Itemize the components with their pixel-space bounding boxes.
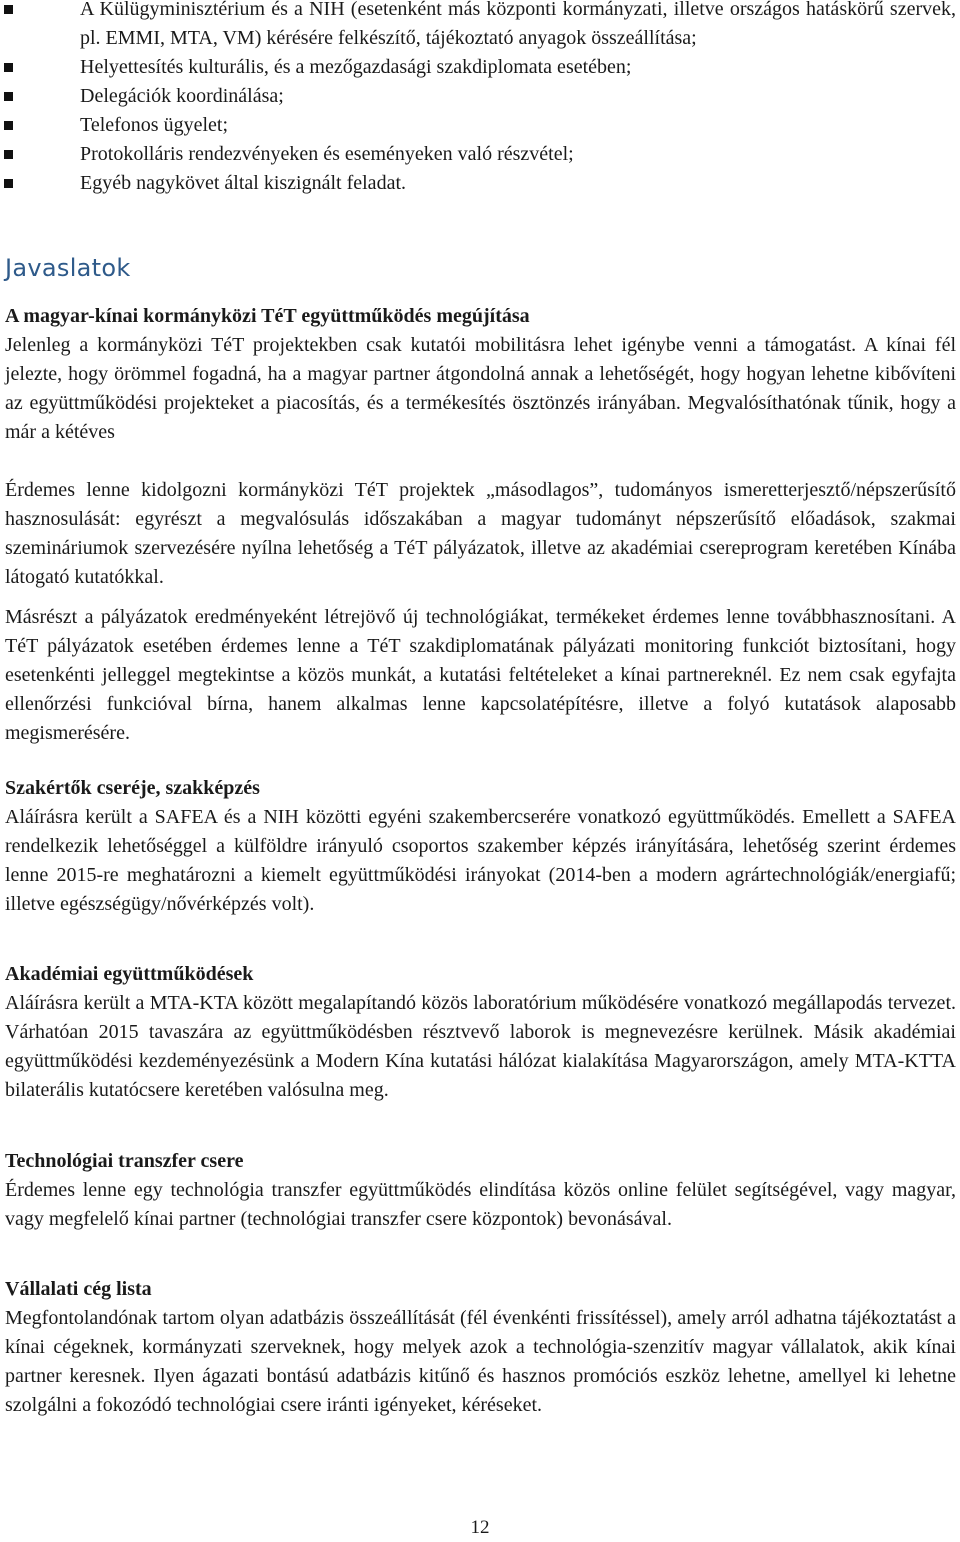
paragraph: Aláírásra került a MTA-KTA között megalapítandó közös laboratórium működésére vonatkozó megállapodás tervezet. Várhatóan 2015 tavaszára az együttműködésben résztvevő laborok is megnevezésre kerülnek. Másik akadémiai együttműködési kezdeményezésünk a Modern Kína kutatási hálózat kialakítása Magyarországon, amely MTA-KTTA bilaterális kutatócsere keretében valósulna meg. [5, 992, 956, 1101]
bullet-square-icon [4, 63, 13, 72]
paragraph: Aláírásra került a SAFEA és a NIH közötti egyéni szakembercserére vonatkozó együttműködés. Emellett a SAFEA rendelkezik lehetőséggel a külföldre irányuló csoportos szakember képzés irányítására, lehetőség szerint érdemes lenne 2015-re meghatározni a kiemelt együttműködési irányokat (2014-ben a modern agrártechnológiák/energiafű; illetve egészségügy/nővérképzés volt). [5, 806, 956, 915]
subsection-tech-transfer [5, 1147, 956, 1234]
bullet-item: Telefonos ügyelet; [4, 111, 956, 140]
subsection-academic-cooperation [5, 960, 956, 1105]
subsection-expert-exchange [5, 774, 956, 919]
subsection-tet-renewal [5, 302, 956, 748]
bullet-item: Helyettesítés kulturális, és a mezőgazdasági szakdiplomata esetében; [4, 53, 956, 82]
subsection-heading: A magyar-kínai kormányközi TéT együttműködés megújítása [5, 305, 530, 327]
page-number: 12 [470, 1517, 490, 1538]
bullet-item: Protokolláris rendezvényeken és eseményeken való részvétel; [4, 140, 956, 169]
bullet-item: A Külügyminisztérium és a NIH (esetenként más központi kormányzati, illetve országos hatáskörű szervek, pl. EMMI, MTA, VM) kérésére felkészítő, tájékoztató anyagok összeállítása; [4, 0, 956, 53]
bullet-square-icon [4, 121, 13, 130]
paragraph: Megfontolandónak tartom olyan adatbázis összeállítását (fél évenkénti frissítéssel), amely arról adhatna tájékoztatást a kínai cégeknek, kormányzati szerveknek, hogy melyek azok a technológia-szenzitív magyar vállalatok, akik kínai partner keresnek. Ilyen ágazati bontású adatbázis kitűnő és hasznos promóciós eszköz lehetne, amellyel ki lehetne szolgálni a fokozódó technológiai csere iránti igényeket, kéréseket. [5, 1307, 956, 1416]
bullet-item: Egyéb nagykövet által kiszignált feladat. [4, 169, 956, 198]
paragraph: Érdemes lenne egy technológia transzfer együttműködés elindítása közös online felület segítségével, vagy magyar, vagy megfelelő kínai partner (technológiai transzfer csere központok) bevonásával. [5, 1179, 956, 1230]
subsection-heading: Szakértők cseréje, szakképzés [5, 777, 260, 799]
task-bullet-list [4, 0, 956, 198]
bullet-square-icon [4, 5, 13, 14]
section-heading: Javaslatok [5, 254, 131, 282]
subsection-heading: Akadémiai együttműködések [5, 963, 254, 985]
subsection-heading: Vállalati cég lista [5, 1278, 152, 1300]
bullet-square-icon [4, 150, 13, 159]
paragraph: Érdemes lenne kidolgozni kormányközi TéT projektek „másodlagos”, tudományos ismeretterjesztő/népszerűsítő hasznosulását: egyrészt a megvalósulás időszakában a magyar tudományt népszerűsítő előadások, szakmai szemináriumok szervezésére nyílna lehetőség a TéT pályázatok, illetve az akadémiai csereprogram keretében Kínába látogató kutatókkal. [5, 479, 956, 588]
bullet-item: Delegációk koordinálása; [4, 82, 956, 111]
bullet-square-icon [4, 92, 13, 101]
paragraph: Jelenleg a kormányközi TéT projektekben csak kutatói mobilitásra lehet igénybe venni a támogatást. A kínai fél jelezte, hogy örömmel fogadná, ha a magyar partner átgondolná annak a lehetőségét, hogy hogyan lehetne kibővíteni az együttműködési projekteket a piacosítás, és a termékesítés ösztönzés irányában. Megvalósíthatónak tűnik, hogy a már a kétéves [5, 334, 956, 443]
subsection-heading: Technológiai transzfer csere [5, 1150, 244, 1172]
bullet-square-icon [4, 179, 13, 188]
subsection-company-list [5, 1275, 956, 1420]
paragraph: Másrészt a pályázatok eredményeként létrejövő új technológiákat, termékeket érdemes lenne továbbhasznosítani. A TéT pályázatok esetében érdemes lenne a TéT szakdiplomatának pályázati monitoring funkciót biztosítani, hogy esetenkénti jelleggel megtekintse a közös munkát, a kutatási feltételeket a kínai partnereknél. Ez nem csak egyfajta ellenőrzési funkcióval bírna, hanem alkalmas lenne kapcsolatépítésre, illetve a folyó kutatások alaposabb megismerésére. [5, 606, 956, 744]
